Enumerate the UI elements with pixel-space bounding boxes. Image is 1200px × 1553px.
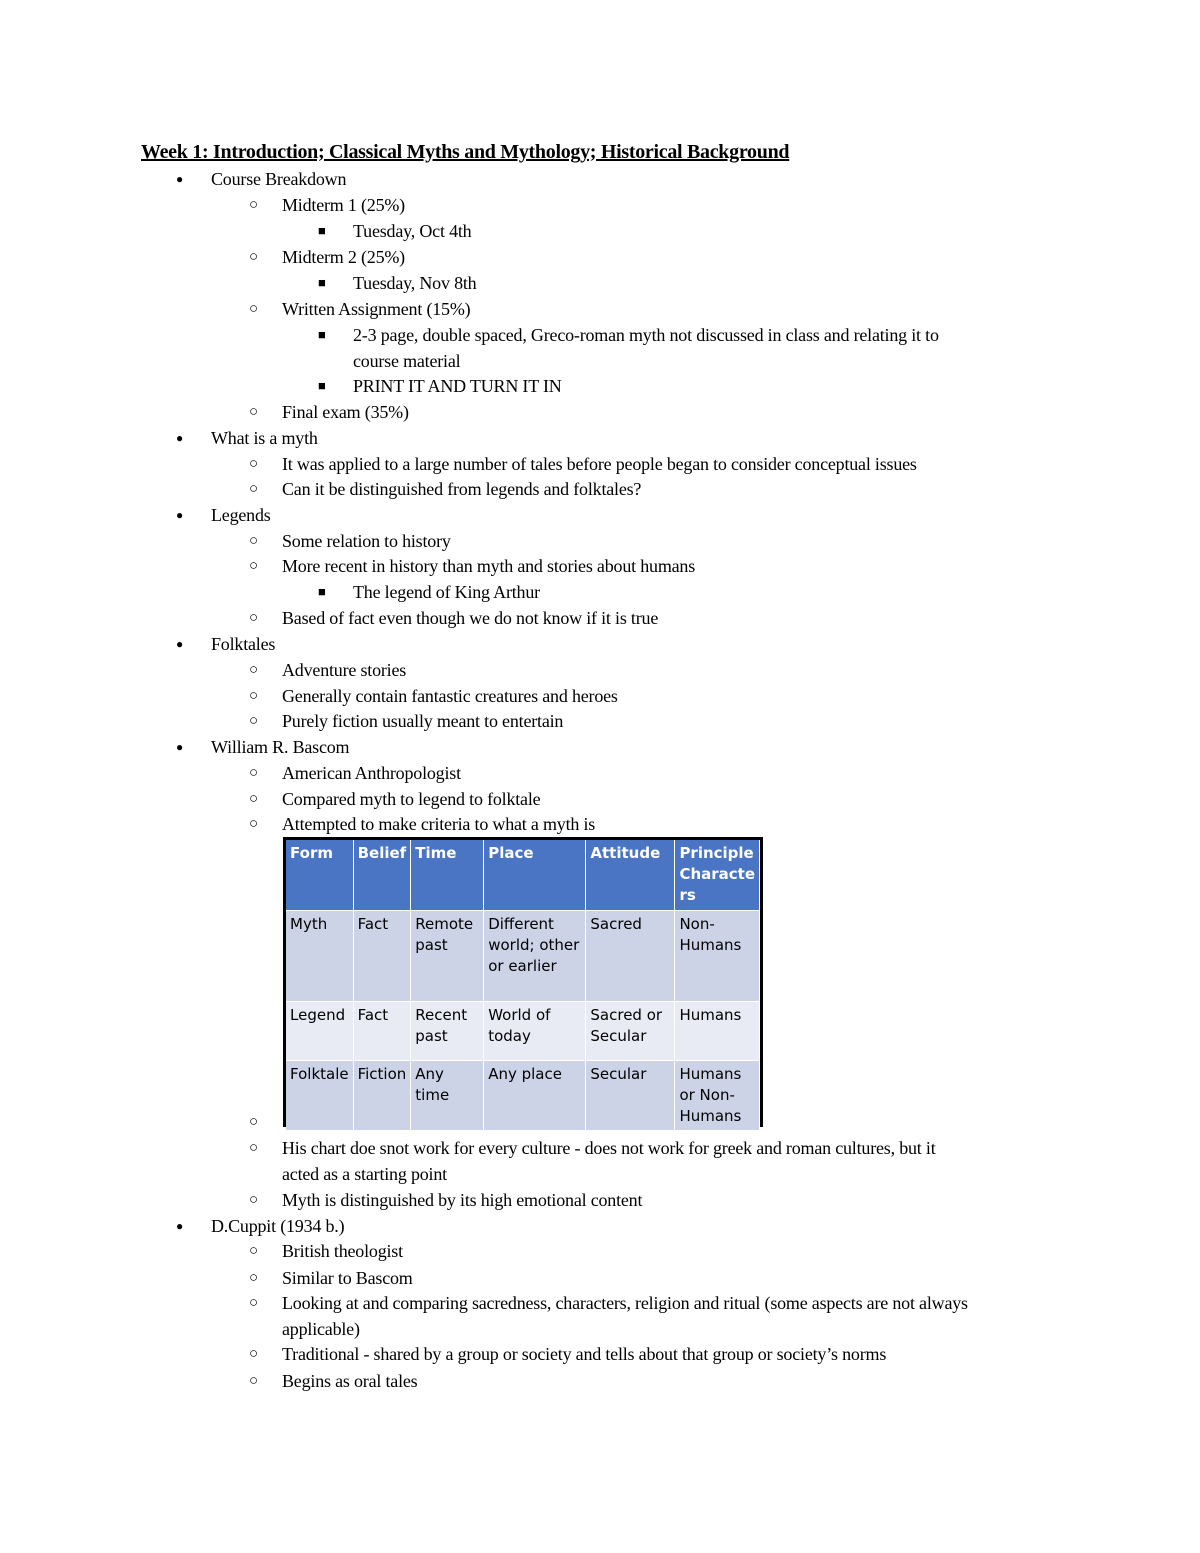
circle-bullet-icon: ○ xyxy=(249,1373,258,1389)
table-cell: Folktale xyxy=(286,1061,353,1131)
list-item-continuation: course material xyxy=(353,351,461,371)
table-row xyxy=(286,911,760,1002)
square-bullet-icon: ■ xyxy=(318,378,326,393)
list-item: ○ Midterm 2 (25%) xyxy=(282,244,405,270)
circle-bullet-icon: ○ xyxy=(249,1140,258,1156)
circle-bullet-icon: ○ xyxy=(249,610,258,626)
list-item: ○ Generally contain fantastic creatures and heroes xyxy=(282,683,618,709)
circle-bullet-icon: ○ xyxy=(249,404,258,420)
table-cell: Humans xyxy=(675,1002,760,1061)
table-header: Form xyxy=(286,840,353,911)
list-item: ○ It was applied to a large number of tales before people began to consider conceptual issues xyxy=(282,451,917,477)
list-item: ■ The legend of King Arthur xyxy=(353,579,540,605)
circle-bullet-icon: ○ xyxy=(249,765,258,781)
table-cell: Remote past xyxy=(411,911,484,1002)
square-bullet-icon: ■ xyxy=(318,327,326,342)
square-bullet-icon: ■ xyxy=(318,275,326,290)
list-item: ○ Final exam (35%) xyxy=(282,399,409,425)
list-item: ○ Based of fact even though we do not know if it is true xyxy=(282,605,658,631)
circle-bullet-icon: ○ xyxy=(249,1270,258,1286)
table-row xyxy=(286,1061,760,1131)
table-header: Place xyxy=(484,840,586,911)
list-item-continuation: applicable) xyxy=(282,1319,360,1339)
list-item: ● D.Cuppit (1934 b.) xyxy=(211,1213,344,1239)
table-cell: Fact xyxy=(353,1002,411,1061)
table-header: Principle Characte rs xyxy=(675,840,760,911)
circle-bullet-icon: ○ xyxy=(249,688,258,704)
circle-bullet-icon: ○ xyxy=(249,1295,258,1311)
circle-bullet-icon: ○ xyxy=(249,791,258,807)
list-item: ● Course Breakdown xyxy=(211,166,346,192)
circle-bullet-icon: ○ xyxy=(249,197,258,213)
list-item: ● What is a myth xyxy=(211,425,318,451)
list-item: ○ His chart doe snot work for every culture - does not work for greek and roman cultures, but it xyxy=(282,1135,936,1161)
table-cell: Recent past xyxy=(411,1002,484,1061)
list-item: ○ Looking at and comparing sacredness, characters, religion and ritual (some aspects are not always xyxy=(282,1290,968,1316)
page-title: Week 1: Introduction; Classical Myths and Mythology; Historical Background xyxy=(141,141,790,163)
list-item: ○ Can it be distinguished from legends and folktales? xyxy=(282,476,641,502)
table-cell: Secular xyxy=(586,1061,675,1131)
table-cell: Non-Humans xyxy=(675,911,760,1002)
list-item: ○ Compared myth to legend to folktale xyxy=(282,786,540,812)
list-item: ■ PRINT IT AND TURN IT IN xyxy=(353,373,562,399)
circle-bullet-icon: ○ xyxy=(249,1243,258,1259)
table-cell: World of today xyxy=(484,1002,586,1061)
list-item: ○ Some relation to history xyxy=(282,528,451,554)
list-item: ○ Attempted to make criteria to what a myth is xyxy=(282,811,595,837)
bascom-comparison-table xyxy=(283,837,763,1127)
table-header: Belief xyxy=(353,840,411,911)
list-item: ○ Written Assignment (15%) xyxy=(282,296,470,322)
circle-bullet-icon: ○ xyxy=(249,713,258,729)
table-cell: Different world; other or earlier xyxy=(484,911,586,1002)
circle-bullet-icon: ○ xyxy=(249,816,258,832)
bullet-icon: ● xyxy=(176,431,184,445)
bullet-icon: ● xyxy=(176,508,184,522)
bullet-icon: ● xyxy=(176,740,184,754)
table-cell: Sacred or Secular xyxy=(586,1002,675,1061)
square-bullet-icon: ■ xyxy=(318,584,326,599)
table-cell: Any time xyxy=(411,1061,484,1131)
circle-bullet-icon: ○ xyxy=(249,558,258,574)
table-cell: Fiction xyxy=(353,1061,411,1131)
list-item: ● Folktales xyxy=(211,631,275,657)
table-cell: Fact xyxy=(353,911,411,1002)
table-header: Attitude xyxy=(586,840,675,911)
list-item: ● William R. Bascom xyxy=(211,734,349,760)
list-item: ○ Traditional - shared by a group or society and tells about that group or society’s norms xyxy=(282,1341,886,1367)
table-cell: Any place xyxy=(484,1061,586,1131)
list-item: ○ Begins as oral tales xyxy=(282,1368,417,1394)
list-item: ■ Tuesday, Nov 8th xyxy=(353,270,476,296)
table-row xyxy=(286,1002,760,1061)
circle-bullet-icon: ○ xyxy=(249,301,258,317)
circle-bullet-icon: ○ xyxy=(249,456,258,472)
list-item: ■ 2-3 page, double spaced, Greco-roman myth not discussed in class and relating it to xyxy=(353,322,939,348)
circle-bullet-icon: ○ xyxy=(249,249,258,265)
circle-bullet-icon: ○ xyxy=(249,1346,258,1362)
list-item-continuation: acted as a starting point xyxy=(282,1164,447,1184)
square-bullet-icon: ■ xyxy=(318,223,326,238)
circle-bullet-icon: ○ xyxy=(249,662,258,678)
bullet-icon: ● xyxy=(176,172,184,186)
list-item: ○ Purely fiction usually meant to entertain xyxy=(282,708,563,734)
list-item: ○ American Anthropologist xyxy=(282,760,461,786)
list-item: ○ Adventure stories xyxy=(282,657,406,683)
list-item: ● Legends xyxy=(211,502,271,528)
table-cell: Sacred xyxy=(586,911,675,1002)
circle-bullet-icon: ○ xyxy=(249,1114,258,1130)
list-item: ○ Midterm 1 (25%) xyxy=(282,192,405,218)
circle-bullet-icon: ○ xyxy=(249,533,258,549)
list-item: ■ Tuesday, Oct 4th xyxy=(353,218,471,244)
table-header: Time xyxy=(411,840,484,911)
circle-bullet-icon: ○ xyxy=(249,1192,258,1208)
circle-bullet-icon: ○ xyxy=(249,481,258,497)
list-item: ○ Similar to Bascom xyxy=(282,1265,413,1291)
list-item: ○ More recent in history than myth and stories about humans xyxy=(282,553,695,579)
bullet-icon: ● xyxy=(176,1219,184,1233)
bullet-icon: ● xyxy=(176,637,184,651)
table-cell: Humans or Non-Humans xyxy=(675,1061,760,1131)
list-item: ○ British theologist xyxy=(282,1238,403,1264)
table-cell: Myth xyxy=(286,911,353,1002)
table-cell: Legend xyxy=(286,1002,353,1061)
list-item: ○ Myth is distinguished by its high emotional content xyxy=(282,1187,642,1213)
